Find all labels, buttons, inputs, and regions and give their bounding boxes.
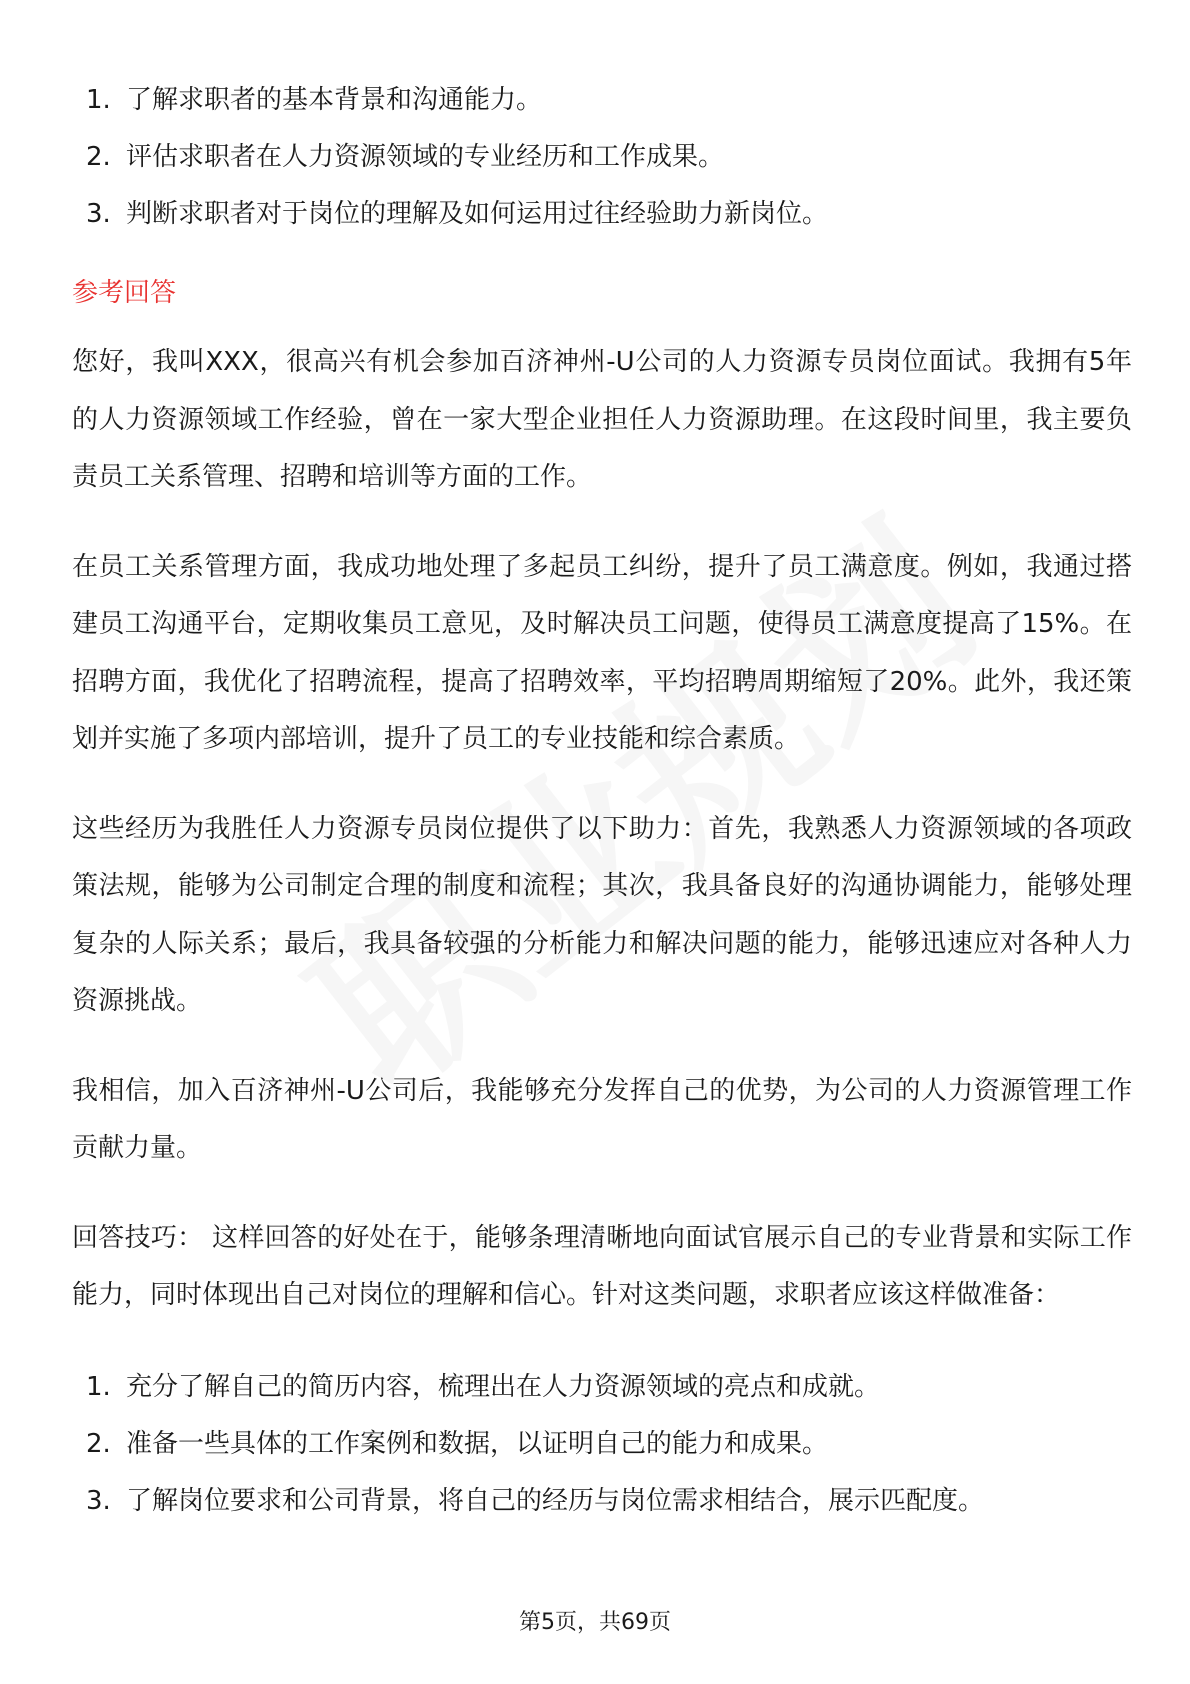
list-item-number: 3. [86, 199, 111, 229]
list-item-text: 了解岗位要求和公司背景，将自己的经历与岗位需求相结合，展示匹配度。 [126, 1485, 985, 1516]
list-item-number: 2. [86, 142, 111, 172]
answer-paragraph: 您好，我叫XXX，很高兴有机会参加百济神州-U公司的人力资源专员岗位面试。我拥有5年的人力资源领域工作经验，曾在一家大型企业担任人力资源助理。在这段时间里，我主要负责员工关系管理、招聘和培训等方面的工作。 [72, 347, 1132, 492]
list-item-text: 了解求职者的基本背景和沟通能力。 [126, 85, 543, 115]
list-item-text: 充分了解自己的简历内容，梳理出在人力资源领域的亮点和成就。 [126, 1371, 881, 1402]
list-item [72, 129, 1132, 186]
preparation-list [72, 1359, 1132, 1530]
tips-paragraph: 回答技巧： 这样回答的好处在于，能够条理清晰地向面试官展示自己的专业背景和实际工作能力，同时体现出自己对岗位的理解和信心。针对这类问题，求职者应该这样做准备： [72, 1222, 1132, 1310]
answer-paragraph: 我相信，加入百济神州-U公司后，我能够充分发挥自己的优势，为公司的人力资源管理工作贡献力量。 [72, 1075, 1132, 1163]
list-item-text: 评估求职者在人力资源领域的专业经历和工作成果。 [126, 142, 725, 172]
list-item-number: 2. [86, 1428, 111, 1459]
list-item-number: 3. [86, 1485, 111, 1516]
list-item-text: 准备一些具体的工作案例和数据，以证明自己的能力和成果。 [126, 1428, 829, 1459]
list-item [72, 72, 1132, 129]
answer-paragraph: 在员工关系管理方面，我成功地处理了多起员工纠纷，提升了员工满意度。例如，我通过搭建员工沟通平台，定期收集员工意见，及时解决员工问题，使得员工满意度提高了15%。在招聘方面，我优化了招聘流程，提高了招聘效率，平均招聘周期缩短了20%。此外，我还策划并实施了多项内部培训，提升了员工的专业技能和综合素质。 [72, 551, 1132, 754]
document-page [72, 0, 1132, 1530]
answer-paragraph: 这些经历为我胜任人力资源专员岗位提供了以下助力：首先，我熟悉人力资源领域的各项政策法规，能够为公司制定合理的制度和流程；其次，我具备良好的沟通协调能力，能够处理复杂的人际关系；最后，我具备较强的分析能力和解决问题的能力，能够迅速应对各种人力资源挑战。 [72, 813, 1132, 1016]
list-item [72, 1416, 1132, 1473]
list-item [72, 186, 1132, 243]
list-item-text: 判断求职者对于岗位的理解及如何运用过往经验助力新岗位。 [126, 199, 829, 229]
goals-list [72, 72, 1132, 243]
list-item-number: 1. [86, 85, 111, 115]
list-item-number: 1. [86, 1371, 111, 1402]
list-item [72, 1473, 1132, 1530]
page-footer: 第5页，共69页 [519, 1610, 671, 1635]
section-title: 参考回答 [72, 278, 177, 308]
list-item [72, 1359, 1132, 1416]
